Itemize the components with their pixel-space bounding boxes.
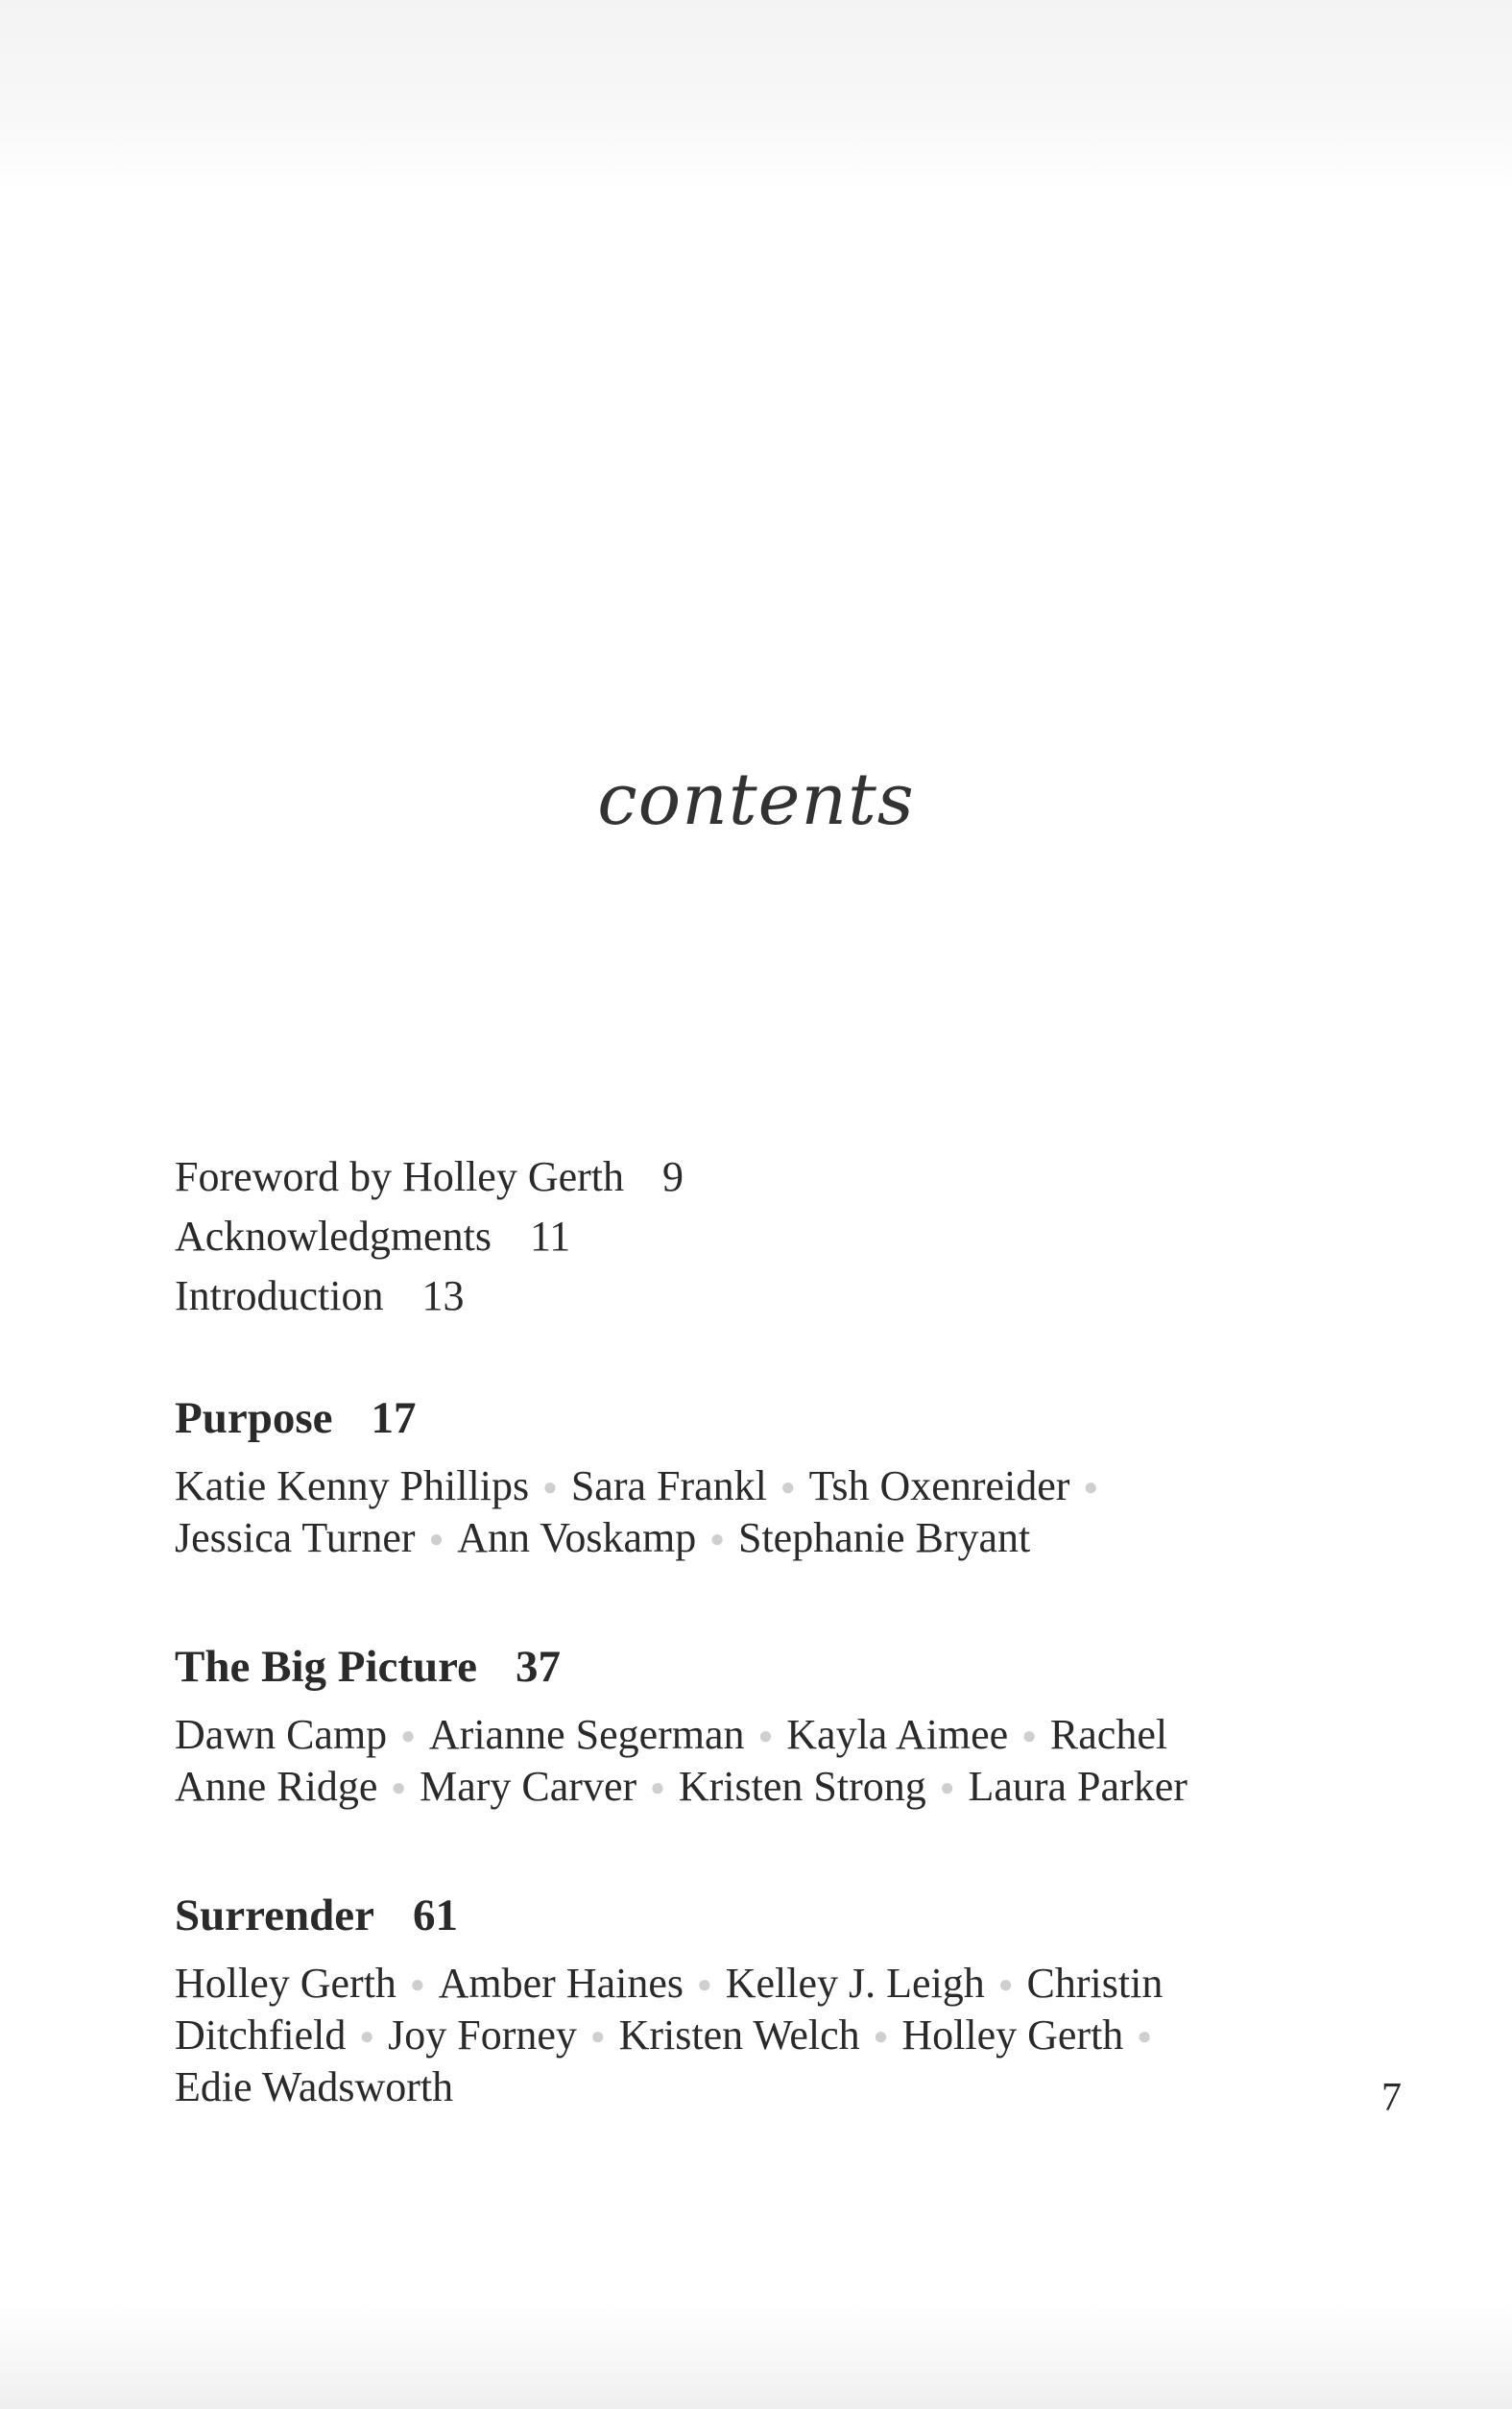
contributor-name: Christin [1026, 1960, 1164, 2007]
toc-entry-page: 13 [421, 1272, 465, 1319]
contributor-line [175, 1460, 1327, 1512]
toc-entry-foreword [175, 1147, 1327, 1207]
contributor-name: Dawn Camp [175, 1711, 388, 1758]
toc-entry-label: Foreword by Holley Gerth [175, 1153, 625, 1200]
contributor-line [175, 1512, 1327, 1564]
contributor-name: Amber Haines [438, 1960, 684, 2007]
contributor-name: Anne Ridge [175, 1763, 378, 1810]
bullet-separator-icon: ● [780, 1473, 796, 1501]
bullet-separator-icon: ● [409, 1970, 425, 1998]
bullet-separator-icon: ● [400, 1722, 416, 1749]
contributor-name: Kayla Aimee [786, 1711, 1009, 1758]
bullet-separator-icon: ● [391, 1773, 407, 1801]
contributor-line [175, 1709, 1327, 1761]
section-page: 37 [516, 1642, 562, 1692]
contributor-name: Jessica Turner [175, 1514, 416, 1561]
contributor-name: Holley Gerth [901, 2012, 1124, 2059]
toc-entry-label: Introduction [175, 1272, 384, 1319]
toc-entry-label: Acknowledgments [175, 1213, 492, 1260]
section-title: Purpose [175, 1393, 333, 1443]
bullet-separator-icon: ● [1083, 1473, 1099, 1501]
contributor-line [175, 1958, 1327, 2010]
toc-entry-page: 11 [529, 1213, 571, 1260]
contributor-name: Holley Gerth [175, 1960, 396, 2007]
contributor-name: Ditchfield [175, 2012, 347, 2059]
bullet-separator-icon: ● [997, 1970, 1014, 1998]
contributor-line [175, 2061, 1327, 2113]
bullet-separator-icon: ● [757, 1722, 774, 1749]
scan-shadow-top [0, 0, 1512, 192]
bullet-separator-icon: ● [650, 1773, 665, 1801]
toc-entry-acknowledgments [175, 1207, 1327, 1266]
bullet-separator-icon: ● [359, 2022, 375, 2050]
bullet-separator-icon: ● [709, 1525, 725, 1553]
section-purpose [175, 1389, 1327, 1564]
section-page: 61 [413, 1891, 459, 1940]
contributor-name: Ann Voskamp [457, 1514, 697, 1561]
contributor-name: Katie Kenny Phillips [175, 1462, 530, 1509]
page-number: 7 [1381, 2076, 1402, 2120]
section-page: 17 [371, 1393, 417, 1443]
bullet-separator-icon: ● [939, 1773, 955, 1801]
scan-shadow-bottom [0, 2304, 1512, 2409]
bullet-separator-icon: ● [1137, 2022, 1153, 2050]
contributor-name: Rachel [1049, 1711, 1168, 1758]
toc-entry-introduction [175, 1266, 1327, 1326]
contributor-line [175, 1761, 1327, 1813]
contributor-name: Mary Carver [420, 1763, 637, 1810]
contributor-name: Edie Wadsworth [175, 2063, 454, 2110]
contributor-line [175, 2010, 1327, 2061]
bullet-separator-icon: ● [1021, 1722, 1037, 1749]
bullet-separator-icon: ● [873, 2022, 889, 2050]
section-heading [175, 1389, 1327, 1447]
contributor-name: Stephanie Bryant [737, 1514, 1031, 1561]
contributor-name: Tsh Oxenreider [808, 1462, 1070, 1509]
contributor-name: Laura Parker [968, 1763, 1188, 1810]
bullet-separator-icon: ● [542, 1473, 558, 1501]
bullet-separator-icon: ● [589, 2022, 606, 2050]
contributor-name: Kristen Welch [618, 2012, 860, 2059]
bullet-separator-icon: ● [697, 1970, 712, 1998]
section-title: Surrender [175, 1891, 375, 1940]
bullet-separator-icon: ● [428, 1525, 444, 1553]
toc-entry-page: 9 [662, 1153, 684, 1200]
contributor-name: Sara Frankl [570, 1462, 767, 1509]
contributor-name: Arianne Segerman [428, 1711, 745, 1758]
section-heading [175, 1638, 1327, 1696]
section-heading [175, 1887, 1327, 1944]
section-the-big-picture [175, 1638, 1327, 1813]
section-title: The Big Picture [175, 1642, 478, 1692]
front-matter-list [175, 1147, 1327, 1326]
contributor-name: Joy Forney [388, 2012, 577, 2059]
section-surrender [175, 1887, 1327, 2113]
page-title: contents [597, 759, 915, 841]
contributor-name: Kristen Strong [678, 1763, 926, 1810]
contributor-name: Kelley J. Leigh [725, 1960, 985, 2007]
